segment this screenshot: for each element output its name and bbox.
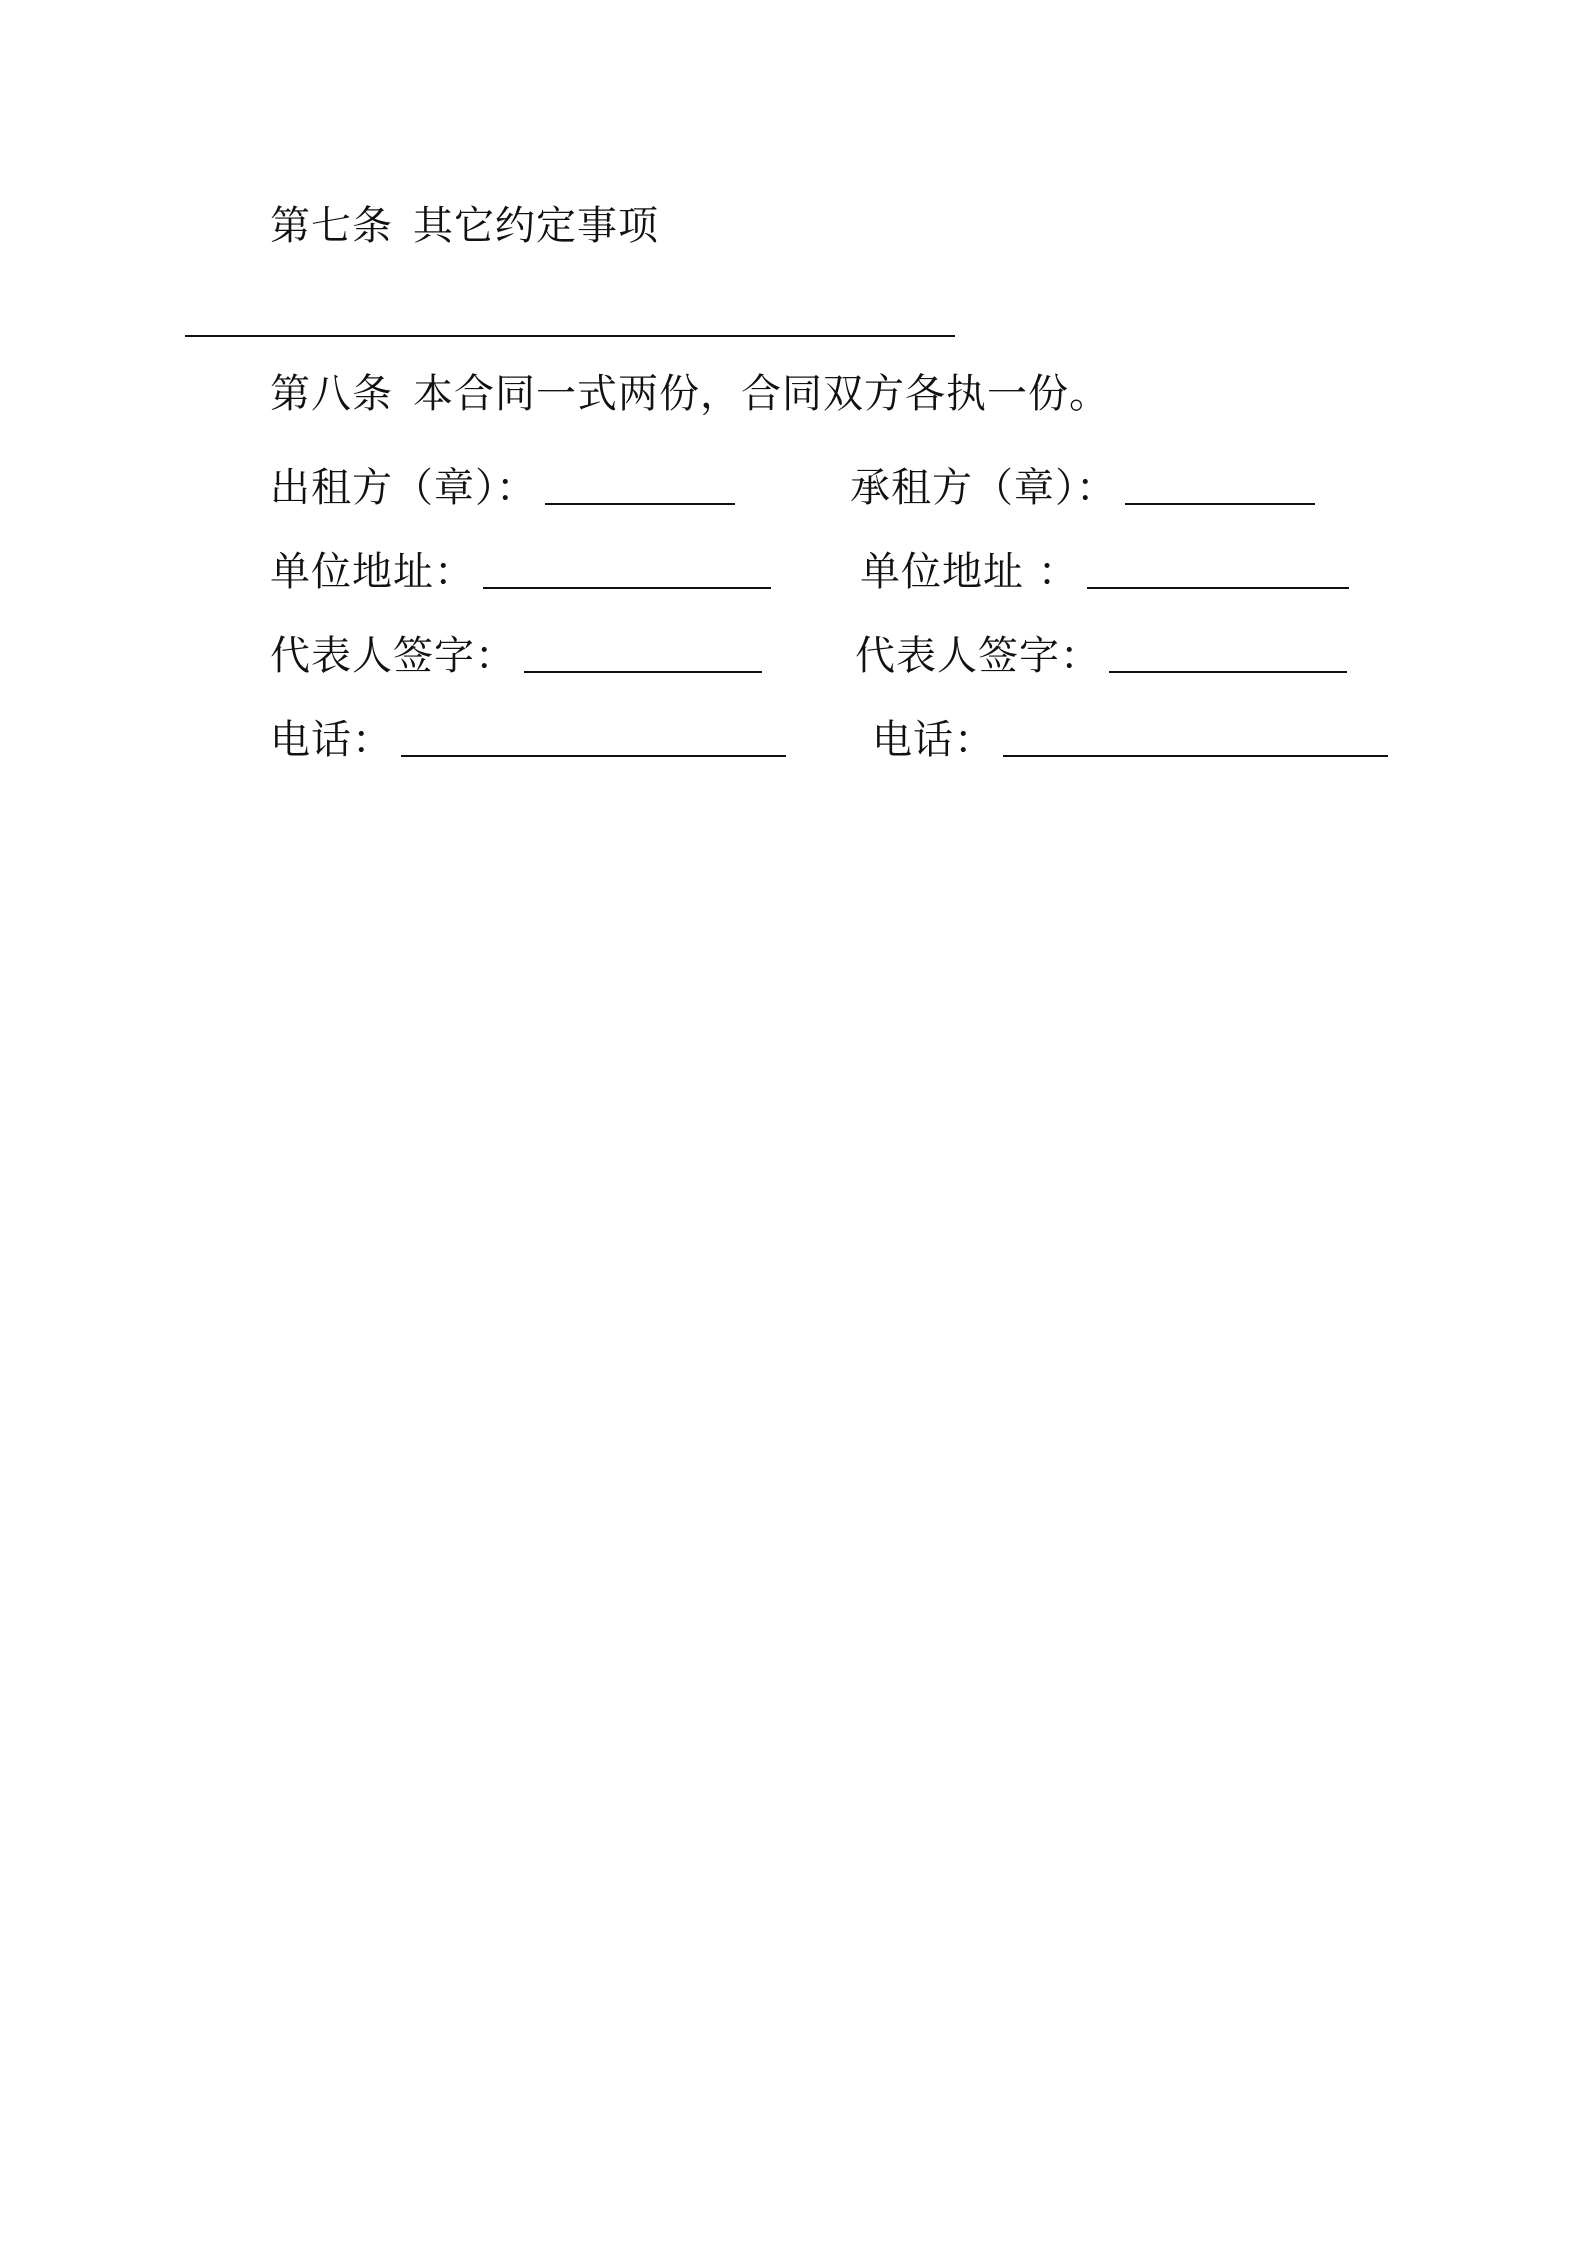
lessor-phone-field[interactable]	[401, 755, 786, 757]
lessee-address-field[interactable]	[1087, 587, 1349, 589]
lessee-seal-field[interactable]	[1125, 503, 1315, 505]
article-8-number: 第八条	[270, 371, 393, 417]
lessee-party-label: 承租方（章）：	[850, 465, 1117, 511]
article-8-paragraph	[270, 368, 1110, 420]
lessor-signature-field[interactable]	[524, 671, 762, 673]
lessor-signatory-row	[270, 630, 762, 682]
article-7-title: 其它约定事项	[413, 203, 659, 249]
lessor-signatory-label: 代表人签字：	[270, 633, 516, 679]
lessor-phone-row	[270, 714, 786, 766]
lessee-signatory-row	[855, 630, 1347, 682]
lessor-phone-label: 电话：	[270, 717, 393, 763]
lessor-seal-field[interactable]	[545, 503, 735, 505]
lessor-address-row	[270, 546, 771, 598]
lessee-address-label: 单位地址 ：	[860, 549, 1079, 595]
lessor-party-label: 出租方（章）：	[270, 465, 537, 511]
lessee-phone-label: 电话：	[872, 717, 995, 763]
article-7-number: 第七条	[270, 203, 393, 249]
article-7-blank-line	[185, 335, 955, 337]
lessee-signatory-label: 代表人签字：	[855, 633, 1101, 679]
lessee-party-row	[850, 462, 1315, 514]
article-8-text: 本合同一式两份，合同双方各执一份。	[413, 371, 1110, 417]
lessee-signature-field[interactable]	[1109, 671, 1347, 673]
lessee-phone-row	[872, 714, 1388, 766]
lessee-phone-field[interactable]	[1003, 755, 1388, 757]
lessor-address-label: 单位地址：	[270, 549, 475, 595]
lessee-address-row	[860, 546, 1349, 598]
lessor-address-field[interactable]	[483, 587, 771, 589]
lessor-party-row	[270, 462, 735, 514]
article-7-heading	[270, 200, 659, 252]
